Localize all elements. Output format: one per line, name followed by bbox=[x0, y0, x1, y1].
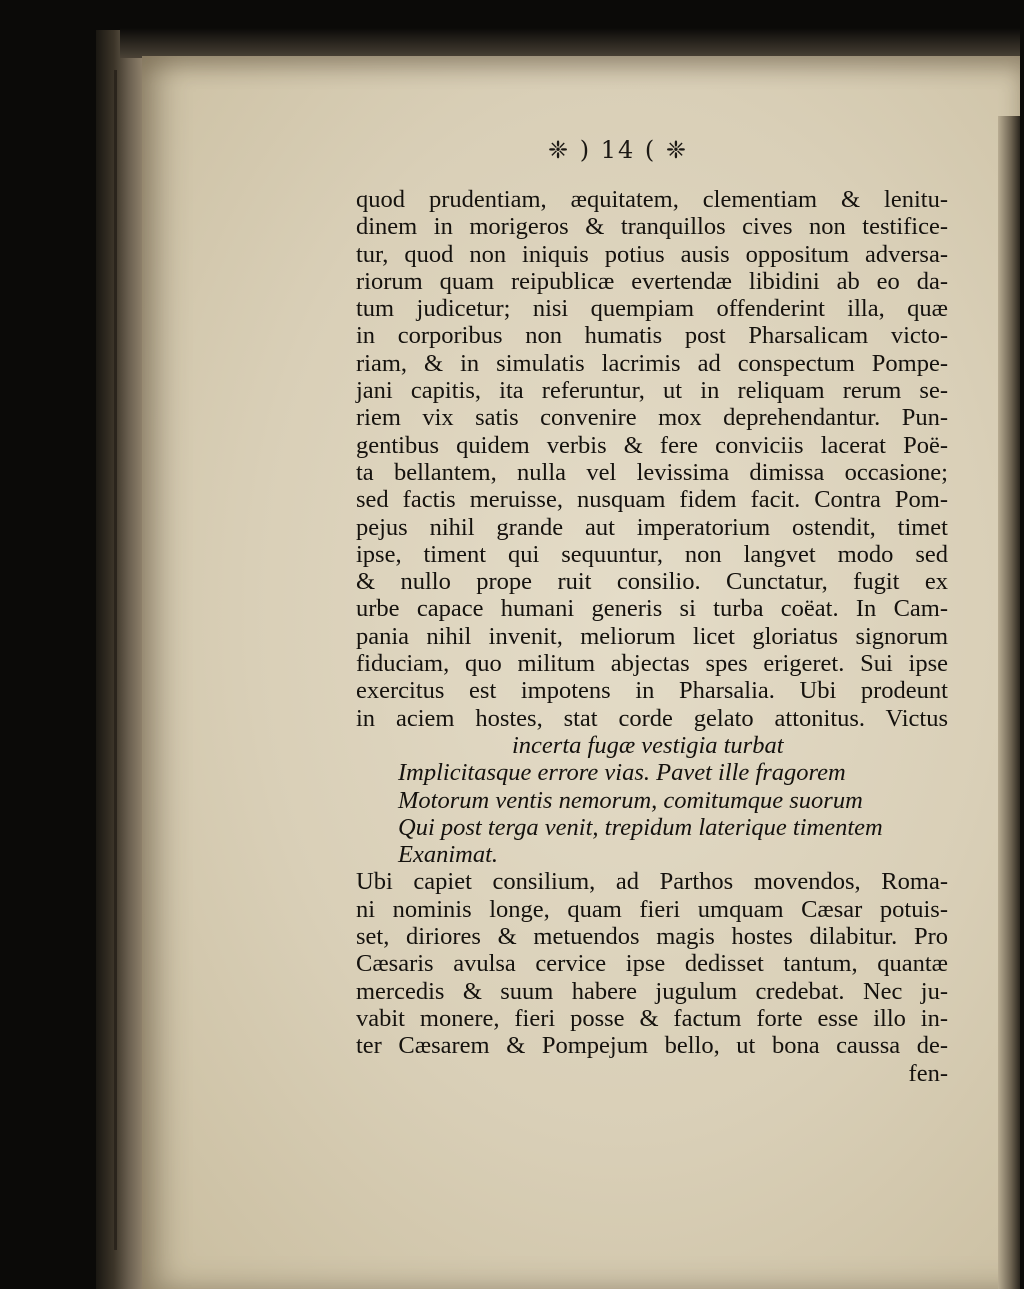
body-text bbox=[356, 186, 948, 1087]
text-line: gentibus quidem verbis & fere conviciis lacerat Poë- bbox=[356, 431, 948, 459]
text-line: ter Cæsarem & Pompejum bello, ut bona caussa de- bbox=[356, 1032, 948, 1060]
text-line: urbe capace humani generis si turba coëat. In Cam- bbox=[356, 595, 948, 623]
text-line: Ubi capiet consilium, ad Parthos movendos, Roma- bbox=[356, 868, 948, 896]
text-line: dinem in morigeros & tranquillos cives non testifice- bbox=[356, 213, 948, 241]
text-line: mercedis & suum habere jugulum credebat. Nec ju- bbox=[356, 977, 948, 1005]
verse-line: incerta fugæ vestigia turbat bbox=[512, 731, 784, 759]
verse-line: Motorum ventis nemorum, comitumque suorum bbox=[398, 786, 863, 814]
page-right-edge bbox=[998, 116, 1020, 1289]
text-line: vabit monere, fieri posse & factum forte esse illo in- bbox=[356, 1004, 948, 1032]
text-line: riam, & in simulatis lacrimis ad conspectum Pompe- bbox=[356, 349, 948, 377]
text-line: riem vix satis convenire mox deprehendantur. Pun- bbox=[356, 404, 948, 432]
running-head: ❈ ) 14 ( ❈ bbox=[548, 136, 688, 164]
text-line: in aciem hostes, stat corde gelato attonitus. Victus bbox=[356, 704, 948, 732]
verse-line: Exanimat. bbox=[398, 841, 499, 869]
text-line: fiduciam, quo militum abjectas spes erigeret. Sui ipse bbox=[356, 650, 948, 678]
text-line: set, diriores & metuendos magis hostes dilabitur. Pro bbox=[356, 923, 948, 951]
text-line: tum judicetur; nisi quempiam offenderint illa, quæ bbox=[356, 295, 948, 323]
top-shadow bbox=[120, 28, 1020, 58]
text-line: ni nominis longe, quam fieri umquam Cæsar potuis- bbox=[356, 895, 948, 923]
text-line: riorum quam reipublicæ evertendæ libidini ab eo da- bbox=[356, 267, 948, 295]
catchword: fen- bbox=[908, 1059, 948, 1087]
text-line: & nullo prope ruit consilio. Cunctatur, fugit ex bbox=[356, 568, 948, 596]
text-line: Cæsaris avulsa cervice ipse dedisset tantum, quantæ bbox=[356, 950, 948, 978]
text-line: tur, quod non iniquis potius ausis oppositum adversa- bbox=[356, 240, 948, 268]
text-line: exercitus est impotens in Pharsalia. Ubi prodeunt bbox=[356, 677, 948, 705]
text-line: pania nihil invenit, meliorum licet gloriatus signorum bbox=[356, 622, 948, 650]
verse-line: Qui post terga venit, trepidum laterique timentem bbox=[398, 813, 883, 841]
text-line: pejus nihil grande aut imperatorium ostendit, timet bbox=[356, 513, 948, 541]
text-line: quod prudentiam, æquitatem, clementiam & lenitu- bbox=[356, 186, 948, 213]
text-line: jani capitis, ita referuntur, ut in reliquam rerum se- bbox=[356, 377, 948, 405]
text-line: sed factis meruisse, nusquam fidem facit. Contra Pom- bbox=[356, 486, 948, 514]
text-line: ipse, timent qui sequuntur, non langvet modo sed bbox=[356, 540, 948, 568]
text-line: in corporibus non humatis post Pharsalicam victo- bbox=[356, 322, 948, 350]
verse-line: Implicitasque errore vias. Pavet ille fragorem bbox=[398, 759, 846, 787]
text-line: ta bellantem, nulla vel levissima dimissa occasione; bbox=[356, 458, 948, 486]
